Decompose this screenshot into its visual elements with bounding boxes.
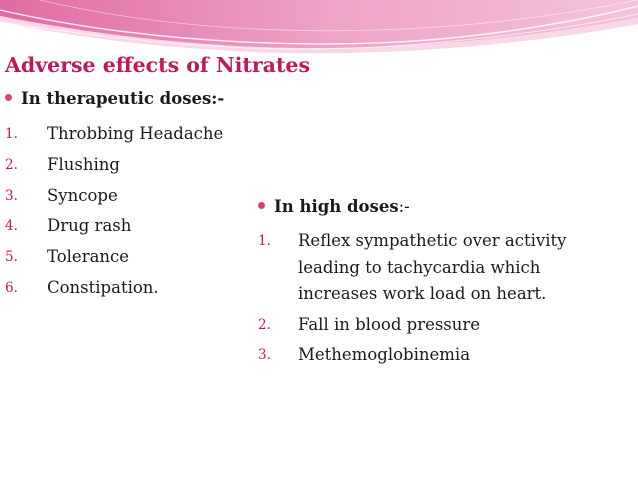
item-number: 6.	[5, 279, 18, 296]
item-number: 2.	[258, 316, 271, 333]
list-item	[5, 242, 223, 273]
item-text: Tolerance	[47, 247, 130, 267]
list-item	[5, 181, 223, 212]
therapeutic-effects-list	[5, 119, 223, 304]
item-text: Throbbing Headache	[47, 124, 224, 143]
bullet-icon	[5, 94, 12, 101]
high-doses-heading	[258, 197, 410, 216]
high-dose-effects-list	[258, 228, 598, 373]
list-item	[258, 342, 598, 369]
list-item	[258, 312, 598, 339]
item-text: Constipation.	[47, 277, 159, 297]
heading-suffix: :-	[398, 197, 410, 216]
item-number: 2.	[5, 156, 18, 173]
item-text: Reflex sympathetic over activity leading to tachycardia which increases work load on heart.	[298, 231, 567, 303]
list-item	[258, 228, 598, 308]
heading-label: In high doses	[274, 197, 399, 216]
bullet-icon	[258, 202, 265, 209]
item-text: Methemoglobinemia	[298, 345, 471, 364]
list-item	[5, 119, 223, 150]
slide-title: Adverse effects of Nitrates	[5, 53, 311, 77]
list-item	[5, 150, 223, 181]
heading-label: In therapeutic doses:-	[21, 89, 225, 108]
list-item	[5, 211, 223, 242]
list-item	[5, 273, 223, 304]
item-number: 1.	[5, 126, 18, 142]
item-text: Fall in blood pressure	[298, 314, 481, 334]
item-text: Flushing	[47, 154, 120, 174]
item-number: 3.	[258, 347, 271, 363]
therapeutic-doses-heading	[5, 89, 224, 108]
item-text: Drug rash	[47, 216, 132, 236]
item-number: 1.	[258, 233, 271, 249]
decorative-banner	[0, 0, 638, 60]
item-number: 5.	[5, 249, 18, 266]
item-number: 4.	[5, 218, 18, 235]
item-text: Syncope	[47, 185, 118, 205]
item-number: 3.	[5, 187, 18, 204]
